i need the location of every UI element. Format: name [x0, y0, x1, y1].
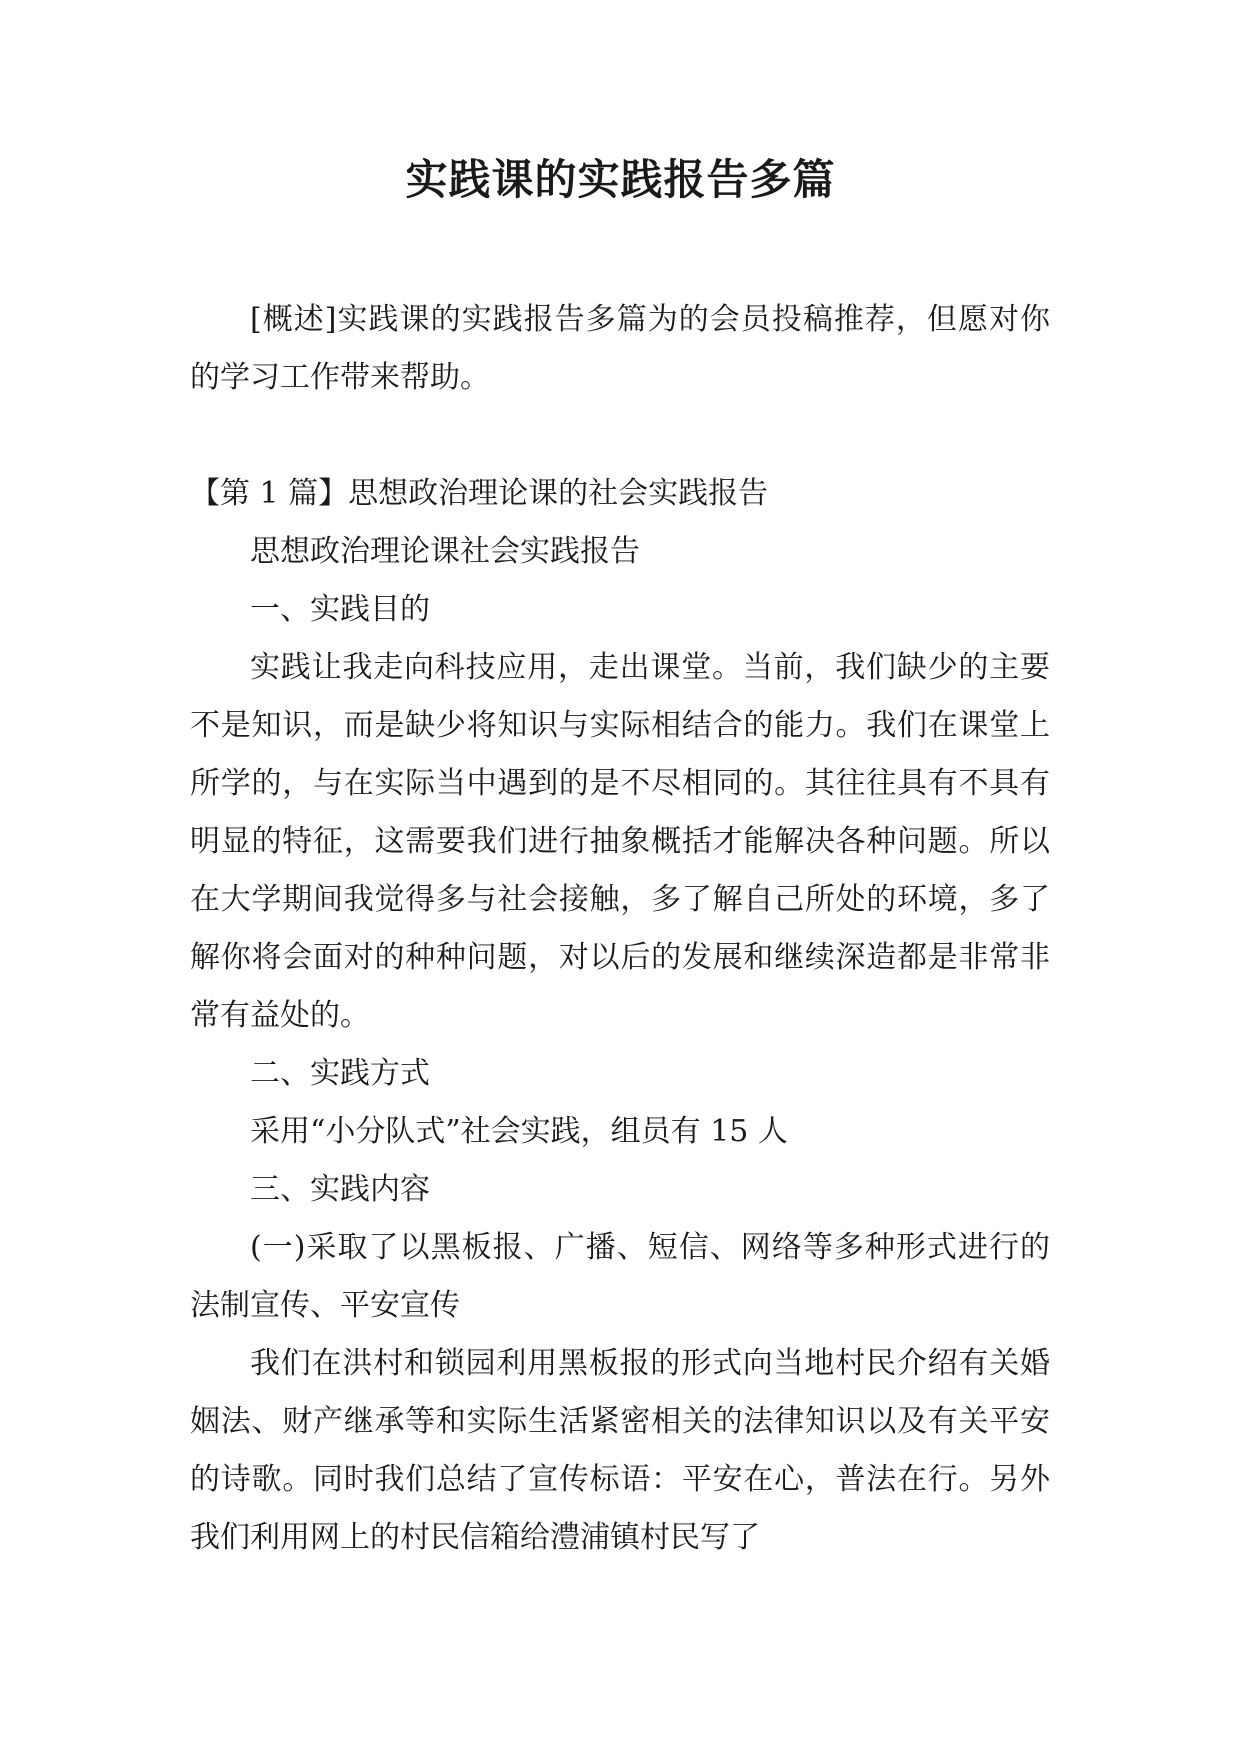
document-body	[190, 291, 1050, 1567]
document-title: 实践课的实践报告多篇	[405, 155, 836, 204]
section-heading-purpose: 一、实践目的	[250, 592, 430, 627]
article-heading: 【第 1 篇】思想政治理论课的社会实践报告	[190, 476, 769, 511]
section-body-purpose: 实践让我走向科技应用，走出课堂。当前，我们缺少的主要不是知识，而是缺少将知识与实际相结合的能力。我们在课堂上所学的，与在实际当中遇到的是不尽相同的。其往往具有不具有明显的特征，这需要我们进行抽象概括才能解决各种问题。所以在大学期间我觉得多与社会接触，多了解自己所处的环境，多了解你将会面对的种种问题，对以后的发展和继续深造都是非常非常有益处的。	[190, 650, 1050, 1033]
section-subheading-content: (一)采取了以黑板报、广播、短信、网络等多种形式进行的法制宣传、平安宣传	[190, 1230, 1050, 1323]
section-body-method: 采用“小分队式”社会实践，组员有 15 人	[250, 1114, 788, 1149]
paragraph-gap	[190, 407, 1050, 465]
summary-paragraph: [概述]实践课的实践报告多篇为的会员投稿推荐，但愿对你的学习工作带来帮助。	[190, 302, 1050, 395]
section-heading-method: 二、实践方式	[250, 1056, 430, 1091]
section-heading-content: 三、实践内容	[250, 1172, 430, 1207]
section-body-content: 我们在洪村和锁园利用黑板报的形式向当地村民介绍有关婚姻法、财产继承等和实际生活紧密相关的法律知识以及有关平安的诗歌。同时我们总结了宣传标语：平安在心，普法在行。另外我们利用网上的村民信箱给澧浦镇村民写了	[190, 1346, 1050, 1555]
article-subtitle: 思想政治理论课社会实践报告	[250, 534, 640, 569]
